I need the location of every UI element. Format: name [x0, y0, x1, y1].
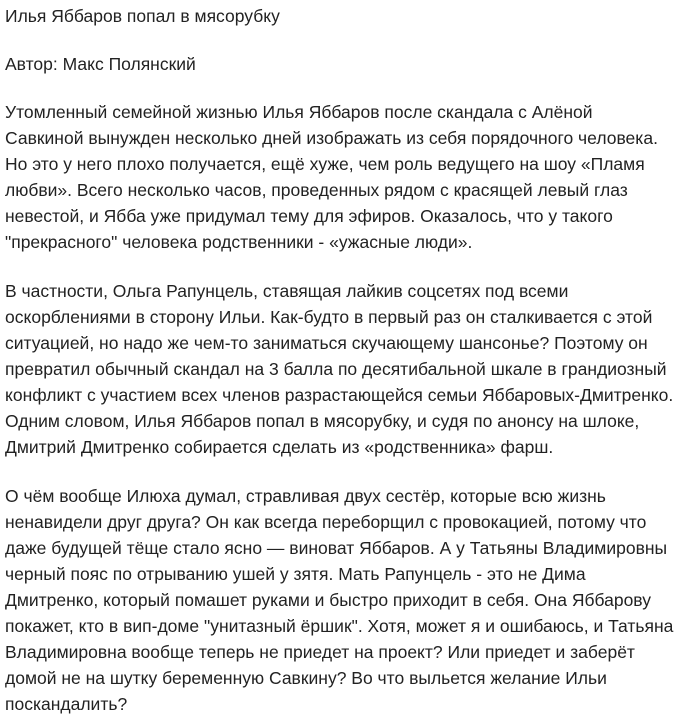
paragraph-line: домой не на шутку беременную Савкину? Во что выльется желание Ильи [5, 668, 607, 688]
paragraph-line: покажет, кто в вип-доме "унитазный ёршик". Хотя, может я и ошибаюсь, и Татьяна [5, 616, 674, 636]
paragraph-line: Одним словом, Илья Яббаров попал в мясорубку, и судя по анонсу на шлоке, [5, 411, 640, 431]
paragraph-line: Дмитренко, который помашет руками и быстро приходит в себя. Она Яббарову [5, 590, 651, 610]
paragraph-line: "прекрасного" человека родственники - «ужасные люди». [5, 232, 473, 252]
paragraph-line: невестой, и Ябба уже придумал тему для эфиров. Оказалось, что у такого [5, 206, 613, 226]
paragraph-line: Дмитрий Дмитренко собирается сделать из «родственника» фарш. [5, 437, 554, 457]
paragraph-line: ситуацией, но надо же чем-то заниматься скучающему шансонье? Поэтому он [5, 333, 648, 353]
paragraph-line: конфликт с участием всех членов разрастающейся семьи Яббаровых-Дмитренко. [5, 385, 674, 405]
paragraph-line: Владимировна вообще теперь не приедет на проект? Или приедет и заберёт [5, 642, 635, 662]
article-author: Автор: Макс Полянский [5, 54, 196, 74]
paragraph-2 [5, 278, 695, 460]
paragraph-line: превратил обычный скандал на 3 балла по десятибальной шкале в грандиозный [5, 359, 667, 379]
paragraph-3 [5, 483, 695, 717]
paragraph-line: В частности, Ольга Рапунцель, ставящая лайкив соцсетях под всеми [5, 281, 569, 301]
paragraph-line: ненавидели друг друга? Он как всегда переборщил с провокацией, потому что [5, 512, 647, 532]
paragraph-line: оскорблениями в сторону Ильи. Как-будто в первый раз он сталкивается с этой [5, 307, 653, 327]
paragraph-line: любви». Всего несколько часов, проведенных рядом с красящей левый глаз [5, 180, 628, 200]
paragraph-line: Утомленный семейной жизнью Илья Яббаров после скандала с Алёной [5, 102, 593, 122]
paragraph-line: даже будущей тёще стало ясно — виноват Яббаров. А у Татьяны Владимировны [5, 538, 668, 558]
article-title: Илья Яббаров попал в мясорубку [5, 6, 280, 26]
paragraph-line: черный пояс по отрыванию ушей у зятя. Мать Рапунцель - это не Дима [5, 564, 586, 584]
paragraph-line: Савкиной вынужден несколько дней изображать из себя порядочного человека. [5, 128, 658, 148]
paragraph-line: поскандалить? [5, 694, 128, 714]
paragraph-line: Но это у него плохо получается, ещё хуже, чем роль ведущего на шоу «Пламя [5, 154, 645, 174]
paragraph-line: О чём вообще Илюха думал, стравливая двух сестёр, которые всю жизнь [5, 486, 606, 506]
paragraph-1 [5, 99, 695, 255]
